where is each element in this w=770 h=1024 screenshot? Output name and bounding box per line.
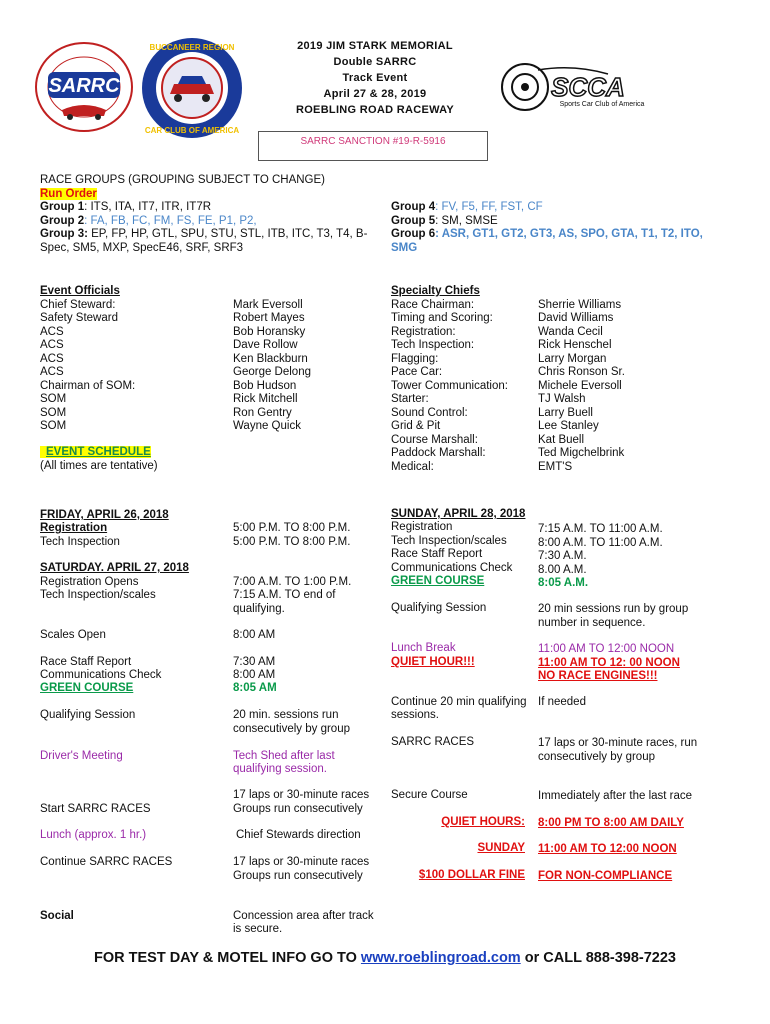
quiet-hours-value: 8:00 PM TO 8:00 AM DAILY bbox=[538, 817, 684, 829]
saturday-continue-desc: 17 laps or 30-minute races bbox=[233, 856, 370, 868]
friday-tech-time: 5:00 P.M. TO 8:00 P.M. bbox=[233, 536, 351, 548]
saturday-comms-time: 8:00 AM bbox=[233, 669, 276, 681]
saturday-lunch-desc: Chief Stewards direction bbox=[236, 829, 361, 841]
group-5-classes: : SM, SMSE bbox=[435, 214, 498, 227]
saturday-drivers-meeting-desc: Tech Shed after last bbox=[233, 750, 335, 762]
group-3-label: Group 3: bbox=[40, 228, 88, 240]
saturday-continue-desc-cont: Groups run consecutively bbox=[233, 870, 363, 882]
saturday-staff-time: 7:30 AM bbox=[233, 656, 276, 668]
group-6-classes-cont: SMG bbox=[391, 241, 418, 254]
sunday-qualifying-desc-cont: number in sequence. bbox=[538, 617, 646, 629]
friday-tech: Tech Inspection bbox=[40, 536, 120, 548]
scca-logo-text: SCCA bbox=[551, 72, 625, 102]
sunday-time: 8.00 A.M. bbox=[538, 563, 587, 576]
sunday-label: Communications Check bbox=[391, 561, 513, 574]
sunday-races-desc: 17 laps or 30-minute races, run bbox=[538, 737, 698, 749]
group-3-classes: EP, FP, HP, GTL, SPU, STU, STL, ITB, ITC, T3, T4, B- bbox=[87, 228, 368, 240]
official-role: ACS bbox=[40, 339, 64, 351]
saturday-tech-time-cont: qualifying. bbox=[233, 603, 285, 615]
official-role: ACS bbox=[40, 352, 64, 365]
sarrc-logo bbox=[34, 40, 134, 135]
saturday-tech-time: 7:15 A.M. TO end of bbox=[233, 589, 336, 601]
sunday-time: 7:30 A.M. bbox=[538, 550, 587, 562]
sunday-secure-desc: Immediately after the last race bbox=[538, 790, 693, 802]
chief-role: Sound Control: bbox=[391, 406, 468, 419]
saturday-reg-opens: Registration Opens bbox=[40, 576, 139, 588]
saturday-lunch: Lunch (approx. 1 hr.) bbox=[40, 829, 147, 841]
group-2-classes: : FA, FB, FC, FM, FS, FE, P1, P2, bbox=[84, 214, 257, 227]
official-role: SOM bbox=[40, 406, 67, 419]
roebling-road-link[interactable]: www.roeblingroad.com bbox=[360, 950, 521, 966]
sunday-qualifying-desc: 20 min sessions run by group bbox=[538, 603, 689, 615]
saturday-scales: Scales Open bbox=[40, 629, 106, 641]
sunday-quiet-label: SUNDAY bbox=[477, 842, 525, 854]
chief-role: Paddock Marshall: bbox=[391, 447, 486, 459]
header-line: ROEBLING ROAD RACEWAY bbox=[295, 104, 455, 116]
sunday-quiet-hour: QUIET HOUR!!! bbox=[391, 656, 475, 668]
saturday-reg-opens-time: 7:00 A.M. TO 1:00 P.M. bbox=[233, 576, 352, 588]
specialty-chiefs-names bbox=[538, 299, 625, 475]
saturday-qualifying-desc-cont: consecutively by group bbox=[233, 723, 350, 735]
sunday-sarrc-races: SARRC RACES bbox=[391, 736, 475, 748]
saturday-staff: Race Staff Report bbox=[40, 656, 132, 668]
chief-role: Grid & Pit bbox=[391, 420, 441, 432]
sunday-qualifying: Qualifying Session bbox=[391, 602, 487, 614]
official-role: Chairman of SOM: bbox=[40, 379, 136, 392]
sunday-times bbox=[538, 523, 663, 591]
sunday-green-course-time: 8:05 A.M. bbox=[538, 577, 589, 589]
chief-name: Ted Migchelbrink bbox=[538, 447, 625, 459]
official-name: Bob Horansky bbox=[233, 325, 306, 338]
friday-title: FRIDAY, APRIL 26, 2018 bbox=[40, 509, 169, 521]
group-1-label: Group 1 bbox=[40, 201, 85, 213]
chief-name: EMT'S bbox=[538, 460, 573, 473]
scca-logo-subtitle: Sports Car Club of America bbox=[559, 101, 645, 108]
chief-name: Kat Buell bbox=[538, 433, 585, 446]
quiet-hours-label: QUIET HOURS: bbox=[441, 816, 525, 828]
official-name: Robert Mayes bbox=[233, 312, 305, 324]
chief-role: Flagging: bbox=[391, 352, 439, 365]
header-line: April 27 & 28, 2019 bbox=[323, 88, 427, 100]
sunday-races-desc-cont: consecutively by group bbox=[538, 751, 655, 763]
event-officials-roles bbox=[40, 285, 135, 434]
sunday-title: SUNDAY, APRIL 28, 2018 bbox=[391, 508, 526, 520]
group-5-label: Group 5 bbox=[391, 214, 436, 227]
fine-label: $100 DOLLAR FINE bbox=[418, 869, 525, 881]
chief-name: Lee Stanley bbox=[538, 420, 599, 432]
saturday-start-desc: 17 laps or 30-minute races bbox=[233, 789, 370, 801]
header-line: Double SARRC bbox=[333, 56, 417, 68]
sunday-no-race-engines: NO RACE ENGINES!!! bbox=[538, 670, 658, 682]
sunday-continue-qualifying: Continue 20 min qualifying bbox=[391, 696, 527, 708]
race-groups-right bbox=[391, 201, 731, 255]
specialty-chiefs-title: Specialty Chiefs bbox=[391, 285, 480, 297]
fine-value: FOR NON-COMPLIANCE bbox=[538, 870, 673, 882]
sunday-continue-desc: If needed bbox=[538, 696, 586, 708]
sunday-time: 7:15 A.M. TO 11:00 A.M. bbox=[538, 523, 663, 535]
svg-text:CAR CLUB OF AMERICA: CAR CLUB OF AMERICA bbox=[144, 126, 240, 135]
chief-name: Michele Eversoll bbox=[538, 379, 622, 392]
sunday-label: Race Staff Report bbox=[391, 548, 483, 560]
official-role: SOM bbox=[40, 393, 67, 405]
friday-registration: Registration bbox=[40, 522, 108, 534]
saturday-continue-races: Continue SARRC RACES bbox=[40, 856, 173, 868]
footer-info bbox=[0, 950, 770, 966]
saturday-social: Social bbox=[40, 910, 74, 922]
group-1-classes: : ITS, ITA, IT7, ITR, IT7R bbox=[84, 201, 212, 213]
event-schedule-title: EVENT SCHEDULE bbox=[40, 446, 151, 458]
saturday-drivers-meeting: Driver's Meeting bbox=[40, 750, 123, 762]
saturday-qualifying-desc: 20 min. sessions run bbox=[233, 709, 339, 721]
sarrc-logo-text: SARRC bbox=[48, 75, 120, 97]
saturday-title: SATURDAY. APRIL 27, 2018 bbox=[40, 562, 189, 574]
chief-role: Tech Inspection: bbox=[391, 339, 475, 351]
svg-text:BUCCANEER REGION: BUCCANEER REGION bbox=[149, 43, 235, 52]
event-officials-names bbox=[233, 299, 311, 434]
saturday-social-desc: Concession area after track bbox=[233, 910, 374, 922]
header-line: 2019 JIM STARK MEMORIAL bbox=[297, 40, 453, 52]
saturday-qualifying: Qualifying Session bbox=[40, 709, 136, 721]
official-role: ACS bbox=[40, 366, 64, 378]
sunday-labels bbox=[391, 521, 512, 589]
event-officials-title: Event Officials bbox=[40, 285, 120, 297]
chief-name: Chris Ronson Sr. bbox=[538, 366, 625, 378]
chief-name: Wanda Cecil bbox=[538, 325, 603, 338]
group-6-label: Group 6 bbox=[391, 228, 436, 240]
event-schedule-note: (All times are tentative) bbox=[40, 459, 158, 472]
chief-role: Medical: bbox=[391, 460, 434, 473]
header-line: Track Event bbox=[342, 72, 408, 84]
saturday-scales-time: 8:00 AM bbox=[233, 629, 276, 641]
group-6-classes: : ASR, GT1, GT2, GT3, AS, SPO, GTA, T1, T2, ITO, bbox=[435, 228, 703, 240]
official-name: George Delong bbox=[233, 366, 311, 378]
chief-name: Rick Henschel bbox=[538, 339, 612, 351]
sunday-lunch: Lunch Break bbox=[391, 642, 456, 654]
group-4-classes: : FV, F5, FF, FST, CF bbox=[435, 201, 543, 213]
saturday-social-desc-cont: is secure. bbox=[233, 923, 283, 935]
chief-role: Pace Car: bbox=[391, 366, 443, 378]
official-role: SOM bbox=[40, 420, 67, 432]
footer-text-pre: FOR TEST DAY & MOTEL INFO GO TO bbox=[93, 950, 361, 966]
sunday-green-course: GREEN COURSE bbox=[391, 575, 485, 587]
saturday-green-course-time: 8:05 AM bbox=[233, 682, 277, 694]
race-groups-left bbox=[40, 174, 380, 255]
buccaneer-region-logo bbox=[140, 36, 244, 140]
chief-name: David Williams bbox=[538, 312, 614, 324]
chief-role: Timing and Scoring: bbox=[391, 312, 493, 324]
sunday-quiet-value: 11:00 AM TO 12:00 NOON bbox=[538, 843, 677, 855]
official-name: Dave Rollow bbox=[233, 339, 298, 351]
saturday-drivers-meeting-desc-cont: qualifying session. bbox=[233, 763, 327, 775]
sunday-label: Tech Inspection/scales bbox=[391, 534, 507, 547]
event-schedule-heading bbox=[40, 446, 158, 473]
chief-role: Course Marshall: bbox=[391, 433, 478, 446]
chief-name: Sherrie Williams bbox=[538, 298, 622, 311]
group-2-label: Group 2 bbox=[40, 214, 85, 227]
sunday-lunch-time: 11:00 AM TO 12:00 NOON bbox=[538, 643, 675, 655]
saturday-start-races: Start SARRC RACES bbox=[40, 803, 151, 815]
saturday-comms: Communications Check bbox=[40, 669, 162, 681]
chief-name: Larry Buell bbox=[538, 406, 593, 419]
official-name: Bob Hudson bbox=[233, 379, 297, 392]
specialty-chiefs-roles bbox=[391, 285, 508, 474]
footer-text-post: or CALL 888-398-7223 bbox=[520, 950, 676, 966]
group-3-classes-cont: Spec, SM5, MXP, SpecE46, SRF, SRF3 bbox=[40, 241, 244, 254]
scca-logo bbox=[498, 62, 648, 112]
sunday-quiet-hour-time: 11:00 AM TO 12: 00 NOON bbox=[538, 657, 680, 669]
official-name: Ken Blackburn bbox=[233, 352, 308, 365]
sanction-box bbox=[258, 131, 488, 161]
saturday-start-desc-cont: Groups run consecutively bbox=[233, 803, 363, 815]
sunday-secure-course: Secure Course bbox=[391, 789, 468, 801]
run-order-label: Run Order bbox=[40, 187, 97, 200]
friday-registration-time: 5:00 P.M. TO 8:00 P.M. bbox=[233, 522, 351, 534]
chief-role: Tower Communication: bbox=[391, 379, 508, 392]
saturday-tech: Tech Inspection/scales bbox=[40, 589, 156, 601]
chief-name: Larry Morgan bbox=[538, 352, 607, 365]
official-name: Wayne Quick bbox=[233, 420, 301, 432]
saturday-green-course: GREEN COURSE bbox=[40, 682, 134, 694]
sunday-label: Registration bbox=[391, 521, 453, 533]
official-role: Safety Steward bbox=[40, 312, 118, 324]
official-name: Ron Gentry bbox=[233, 406, 292, 419]
group-4-label: Group 4 bbox=[391, 201, 436, 213]
race-groups-title: RACE GROUPS (GROUPING SUBJECT TO CHANGE) bbox=[40, 174, 325, 186]
official-role: ACS bbox=[40, 325, 64, 338]
official-name: Mark Eversoll bbox=[233, 298, 303, 311]
official-name: Rick Mitchell bbox=[233, 393, 298, 405]
sunday-continue-qualifying-cont: sessions. bbox=[391, 709, 439, 721]
official-role: Chief Steward: bbox=[40, 298, 116, 311]
chief-name: TJ Walsh bbox=[538, 393, 586, 405]
sanction-text: SARRC SANCTION #19-R-5916 bbox=[300, 136, 446, 147]
chief-role: Registration: bbox=[391, 325, 456, 338]
chief-role: Starter: bbox=[391, 393, 429, 405]
event-header bbox=[240, 38, 510, 118]
chief-role: Race Chairman: bbox=[391, 298, 475, 311]
sunday-time: 8:00 A.M. TO 11:00 A.M. bbox=[538, 536, 663, 549]
